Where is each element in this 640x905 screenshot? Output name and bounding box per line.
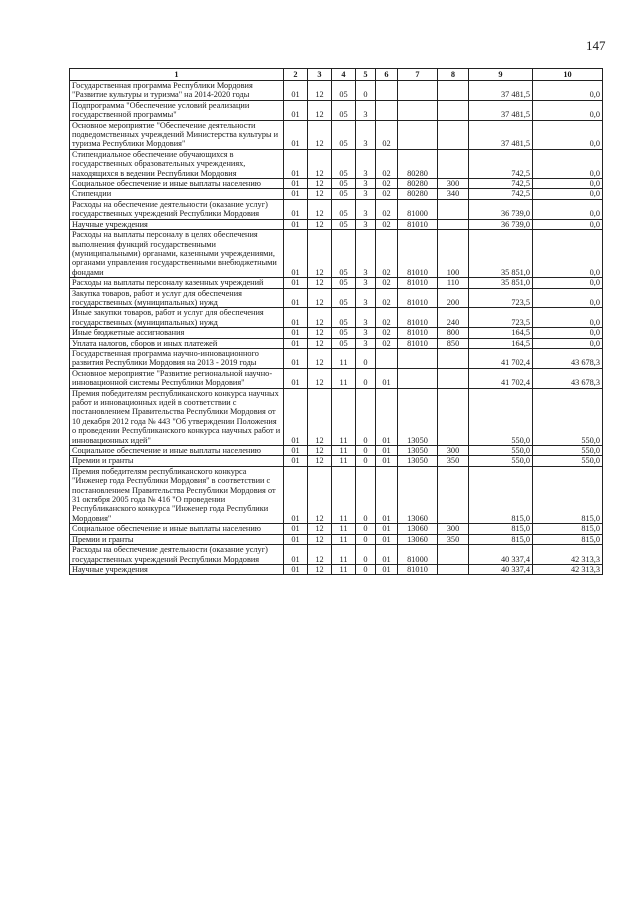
section-code: 12 [308, 456, 332, 466]
amount-2020: 0,0 [533, 81, 603, 101]
section-code: 12 [308, 149, 332, 178]
type-code [438, 348, 469, 368]
budget-table [69, 68, 603, 575]
section-code: 12 [308, 348, 332, 368]
ministry-code: 01 [284, 81, 308, 101]
amount-2020: 0,0 [533, 288, 603, 308]
subsection-code: 11 [332, 564, 356, 574]
table-row [70, 230, 603, 278]
table-row [70, 278, 603, 288]
item-name: Социальное обеспечение и иные выплаты населению [70, 446, 284, 456]
item-name: Расходы на обеспечение деятельности (оказание услуг) государственных учреждений Республики Мордовия [70, 199, 284, 219]
ministry-code: 01 [284, 308, 308, 328]
amount-2019: 815,0 [469, 466, 533, 523]
type-code [438, 100, 469, 120]
type-code [438, 81, 469, 101]
table-row [70, 81, 603, 101]
section-code: 12 [308, 288, 332, 308]
activity-code: 02 [376, 179, 398, 189]
type-code [438, 149, 469, 178]
amount-2020: 42 313,3 [533, 564, 603, 574]
expense-code: 81000 [398, 199, 438, 219]
item-name: Стипендии [70, 189, 284, 199]
subsection-code: 05 [332, 179, 356, 189]
program-code: 0 [356, 348, 376, 368]
type-code [438, 545, 469, 565]
type-code: 300 [438, 446, 469, 456]
amount-2019: 550,0 [469, 456, 533, 466]
type-code: 110 [438, 278, 469, 288]
subsection-code: 05 [332, 120, 356, 149]
program-code: 3 [356, 328, 376, 338]
column-header-2: 2 [284, 69, 308, 81]
column-header-1: 1 [70, 69, 284, 81]
table-row [70, 120, 603, 149]
expense-code [398, 81, 438, 101]
program-code: 3 [356, 149, 376, 178]
amount-2020: 0,0 [533, 179, 603, 189]
amount-2019: 36 739,0 [469, 199, 533, 219]
program-code: 0 [356, 545, 376, 565]
amount-2020: 0,0 [533, 189, 603, 199]
type-code [438, 368, 469, 388]
activity-code: 02 [376, 338, 398, 348]
ministry-code: 01 [284, 230, 308, 278]
amount-2020: 42 313,3 [533, 545, 603, 565]
table-body [70, 81, 603, 575]
table-row [70, 338, 603, 348]
amount-2020: 550,0 [533, 456, 603, 466]
amount-2020: 815,0 [533, 524, 603, 534]
activity-code: 01 [376, 564, 398, 574]
item-name: Основное мероприятие "Развитие региональной научно-инновационной системы Республики Мордовия" [70, 368, 284, 388]
subsection-code: 05 [332, 308, 356, 328]
item-name: Государственная программа Республики Мордовия "Развитие культуры и туризма" на 2014-2020 годы [70, 81, 284, 101]
amount-2020: 0,0 [533, 230, 603, 278]
item-name: Расходы на обеспечение деятельности (оказание услуг) государственных учреждений Республики Мордовия [70, 545, 284, 565]
type-code: 100 [438, 230, 469, 278]
ministry-code: 01 [284, 120, 308, 149]
table-row [70, 388, 603, 445]
program-code: 0 [356, 524, 376, 534]
amount-2020: 550,0 [533, 446, 603, 456]
amount-2019: 550,0 [469, 446, 533, 456]
activity-code: 02 [376, 199, 398, 219]
column-header-3: 3 [308, 69, 332, 81]
ministry-code: 01 [284, 564, 308, 574]
column-header-5: 5 [356, 69, 376, 81]
amount-2019: 815,0 [469, 524, 533, 534]
expense-code: 81010 [398, 564, 438, 574]
subsection-code: 05 [332, 199, 356, 219]
expense-code: 81010 [398, 328, 438, 338]
amount-2020: 550,0 [533, 388, 603, 445]
program-code: 3 [356, 100, 376, 120]
type-code: 300 [438, 524, 469, 534]
activity-code: 02 [376, 328, 398, 338]
column-header-4: 4 [332, 69, 356, 81]
ministry-code: 01 [284, 100, 308, 120]
subsection-code: 05 [332, 189, 356, 199]
subsection-code: 11 [332, 524, 356, 534]
amount-2019: 40 337,4 [469, 545, 533, 565]
amount-2019: 723,5 [469, 288, 533, 308]
page-number: 147 [586, 38, 606, 53]
expense-code: 13050 [398, 388, 438, 445]
expense-code: 80280 [398, 179, 438, 189]
section-code: 12 [308, 446, 332, 456]
ministry-code: 01 [284, 288, 308, 308]
ministry-code: 01 [284, 466, 308, 523]
activity-code: 01 [376, 388, 398, 445]
subsection-code: 11 [332, 545, 356, 565]
program-code: 0 [356, 534, 376, 544]
section-code: 12 [308, 524, 332, 534]
amount-2019: 742,5 [469, 149, 533, 178]
section-code: 12 [308, 81, 332, 101]
activity-code: 02 [376, 278, 398, 288]
subsection-code: 11 [332, 388, 356, 445]
activity-code: 02 [376, 219, 398, 229]
ministry-code: 01 [284, 338, 308, 348]
section-code: 12 [308, 328, 332, 338]
amount-2020: 0,0 [533, 338, 603, 348]
ministry-code: 01 [284, 446, 308, 456]
expense-code: 81000 [398, 545, 438, 565]
table-row [70, 534, 603, 544]
item-name: Иные закупки товаров, работ и услуг для обеспечения государственных (муниципальных) нужд [70, 308, 284, 328]
table-row [70, 524, 603, 534]
item-name: Премии и гранты [70, 534, 284, 544]
ministry-code: 01 [284, 219, 308, 229]
amount-2020: 0,0 [533, 120, 603, 149]
program-code: 0 [356, 446, 376, 456]
subsection-code: 05 [332, 328, 356, 338]
amount-2020: 0,0 [533, 328, 603, 338]
program-code: 0 [356, 456, 376, 466]
table-row [70, 328, 603, 338]
expense-code [398, 348, 438, 368]
table-row [70, 308, 603, 328]
type-code: 850 [438, 338, 469, 348]
item-name: Социальное обеспечение и иные выплаты населению [70, 524, 284, 534]
amount-2019: 742,5 [469, 179, 533, 189]
ministry-code: 01 [284, 534, 308, 544]
program-code: 3 [356, 179, 376, 189]
activity-code: 01 [376, 524, 398, 534]
activity-code: 02 [376, 230, 398, 278]
section-code: 12 [308, 189, 332, 199]
activity-code [376, 100, 398, 120]
table-row [70, 545, 603, 565]
ministry-code: 01 [284, 545, 308, 565]
section-code: 12 [308, 368, 332, 388]
item-name: Премии и гранты [70, 456, 284, 466]
activity-code: 01 [376, 545, 398, 565]
table-row [70, 368, 603, 388]
program-code: 3 [356, 199, 376, 219]
amount-2020: 43 678,3 [533, 348, 603, 368]
amount-2020: 0,0 [533, 219, 603, 229]
expense-code: 80280 [398, 189, 438, 199]
subsection-code: 11 [332, 348, 356, 368]
subsection-code: 05 [332, 149, 356, 178]
item-name: Иные бюджетные ассигнования [70, 328, 284, 338]
amount-2019: 35 851,0 [469, 278, 533, 288]
expense-code: 81010 [398, 230, 438, 278]
item-name: Премия победителям республиканского конкурса "Инженер года Республики Мордовия" в соответствии с постановлением Правительства Республики Мордовия от 31 октября 2005 года № 416 "О проведении Республиканского конкурса "Инженер года Республики Мордовия" [70, 466, 284, 523]
program-code: 3 [356, 120, 376, 149]
subsection-code: 11 [332, 534, 356, 544]
column-header-8: 8 [438, 69, 469, 81]
table-row [70, 219, 603, 229]
table-row [70, 100, 603, 120]
ministry-code: 01 [284, 348, 308, 368]
amount-2020: 43 678,3 [533, 368, 603, 388]
subsection-code: 11 [332, 446, 356, 456]
type-code: 200 [438, 288, 469, 308]
section-code: 12 [308, 120, 332, 149]
table-row [70, 348, 603, 368]
amount-2019: 815,0 [469, 534, 533, 544]
column-header-6: 6 [376, 69, 398, 81]
program-code: 0 [356, 81, 376, 101]
amount-2019: 742,5 [469, 189, 533, 199]
subsection-code: 05 [332, 288, 356, 308]
section-code: 12 [308, 219, 332, 229]
expense-code: 81010 [398, 338, 438, 348]
table-row [70, 564, 603, 574]
subsection-code: 05 [332, 81, 356, 101]
expense-code: 13050 [398, 456, 438, 466]
subsection-code: 11 [332, 466, 356, 523]
expense-code: 80280 [398, 149, 438, 178]
section-code: 12 [308, 564, 332, 574]
section-code: 12 [308, 338, 332, 348]
program-code: 0 [356, 368, 376, 388]
ministry-code: 01 [284, 328, 308, 338]
type-code [438, 199, 469, 219]
subsection-code: 05 [332, 100, 356, 120]
type-code: 350 [438, 456, 469, 466]
table-row [70, 466, 603, 523]
ministry-code: 01 [284, 149, 308, 178]
program-code: 3 [356, 219, 376, 229]
amount-2020: 815,0 [533, 466, 603, 523]
amount-2020: 0,0 [533, 278, 603, 288]
section-code: 12 [308, 388, 332, 445]
section-code: 12 [308, 534, 332, 544]
item-name: Расходы на выплаты персоналу в целях обеспечения выполнения функций государственными (муниципальными) органами, казенными учреждениями, органами управления государственными внебюджетными фондами [70, 230, 284, 278]
table-row [70, 456, 603, 466]
amount-2019: 550,0 [469, 388, 533, 445]
ministry-code: 01 [284, 388, 308, 445]
table-row [70, 199, 603, 219]
ministry-code: 01 [284, 456, 308, 466]
amount-2019: 41 702,4 [469, 348, 533, 368]
activity-code: 02 [376, 149, 398, 178]
item-name: Расходы на выплаты персоналу казенных учреждений [70, 278, 284, 288]
item-name: Подпрограмма "Обеспечение условий реализации государственной программы" [70, 100, 284, 120]
type-code: 350 [438, 534, 469, 544]
program-code: 3 [356, 338, 376, 348]
type-code [438, 219, 469, 229]
table-row [70, 189, 603, 199]
type-code [438, 564, 469, 574]
item-name: Уплата налогов, сборов и иных платежей [70, 338, 284, 348]
program-code: 3 [356, 308, 376, 328]
expense-code: 13060 [398, 534, 438, 544]
amount-2020: 0,0 [533, 308, 603, 328]
amount-2019: 37 481,5 [469, 100, 533, 120]
type-code [438, 120, 469, 149]
amount-2020: 0,0 [533, 100, 603, 120]
expense-code: 81010 [398, 308, 438, 328]
activity-code: 02 [376, 189, 398, 199]
item-name: Научные учреждения [70, 564, 284, 574]
item-name: Премия победителям республиканского конкурса научных работ и инновационных идей в соответствии с постановлением Правительства Республики Мордовия от 10 декабря 2012 года № 443 "Об утверждении Положения о проведении Республиканского конкурса научных работ и инновационных идей" [70, 388, 284, 445]
activity-code: 01 [376, 534, 398, 544]
amount-2019: 35 851,0 [469, 230, 533, 278]
expense-code: 81010 [398, 219, 438, 229]
item-name: Основное мероприятие "Обеспечение деятельности подведомственных учреждений Министерства культуры и туризма Республики Мордовия" [70, 120, 284, 149]
item-name: Государственная программа научно-инновационного развития Республики Мордовия на 2013 - 2019 годы [70, 348, 284, 368]
column-header-9: 9 [469, 69, 533, 81]
amount-2020: 0,0 [533, 149, 603, 178]
table-header-row [70, 69, 603, 81]
amount-2020: 815,0 [533, 534, 603, 544]
activity-code [376, 348, 398, 368]
activity-code: 01 [376, 456, 398, 466]
activity-code: 01 [376, 446, 398, 456]
program-code: 3 [356, 189, 376, 199]
expense-code: 81010 [398, 288, 438, 308]
section-code: 12 [308, 179, 332, 189]
program-code: 0 [356, 466, 376, 523]
program-code: 3 [356, 230, 376, 278]
section-code: 12 [308, 230, 332, 278]
ministry-code: 01 [284, 278, 308, 288]
amount-2019: 37 481,5 [469, 81, 533, 101]
item-name: Социальное обеспечение и иные выплаты населению [70, 179, 284, 189]
type-code: 300 [438, 179, 469, 189]
type-code: 340 [438, 189, 469, 199]
section-code: 12 [308, 100, 332, 120]
expense-code: 13060 [398, 466, 438, 523]
subsection-code: 05 [332, 278, 356, 288]
activity-code: 02 [376, 308, 398, 328]
section-code: 12 [308, 278, 332, 288]
table-row [70, 179, 603, 189]
item-name: Научные учреждения [70, 219, 284, 229]
ministry-code: 01 [284, 368, 308, 388]
program-code: 0 [356, 388, 376, 445]
table-row [70, 288, 603, 308]
expense-code: 13050 [398, 446, 438, 456]
subsection-code: 05 [332, 230, 356, 278]
expense-code [398, 120, 438, 149]
activity-code: 01 [376, 466, 398, 523]
item-name: Стипендиальное обеспечение обучающихся в государственных образовательных учреждениях, находящихся в ведении Республики Мордовия [70, 149, 284, 178]
expense-code: 13060 [398, 524, 438, 534]
section-code: 12 [308, 308, 332, 328]
ministry-code: 01 [284, 179, 308, 189]
amount-2019: 41 702,4 [469, 368, 533, 388]
ministry-code: 01 [284, 524, 308, 534]
activity-code: 02 [376, 120, 398, 149]
activity-code: 02 [376, 288, 398, 308]
subsection-code: 05 [332, 338, 356, 348]
item-name: Закупка товаров, работ и услуг для обеспечения государственных (муниципальных) нужд [70, 288, 284, 308]
type-code [438, 388, 469, 445]
expense-code [398, 100, 438, 120]
activity-code [376, 81, 398, 101]
type-code: 240 [438, 308, 469, 328]
program-code: 0 [356, 564, 376, 574]
column-header-10: 10 [533, 69, 603, 81]
subsection-code: 11 [332, 456, 356, 466]
table-row [70, 149, 603, 178]
section-code: 12 [308, 199, 332, 219]
table-row [70, 446, 603, 456]
amount-2019: 37 481,5 [469, 120, 533, 149]
amount-2019: 40 337,4 [469, 564, 533, 574]
amount-2019: 164,5 [469, 328, 533, 338]
program-code: 3 [356, 288, 376, 308]
section-code: 12 [308, 545, 332, 565]
activity-code: 01 [376, 368, 398, 388]
section-code: 12 [308, 466, 332, 523]
amount-2019: 723,5 [469, 308, 533, 328]
expense-code: 81010 [398, 278, 438, 288]
amount-2019: 36 739,0 [469, 219, 533, 229]
subsection-code: 11 [332, 368, 356, 388]
expense-code [398, 368, 438, 388]
type-code: 800 [438, 328, 469, 338]
program-code: 3 [356, 278, 376, 288]
subsection-code: 05 [332, 219, 356, 229]
amount-2019: 164,5 [469, 338, 533, 348]
ministry-code: 01 [284, 199, 308, 219]
ministry-code: 01 [284, 189, 308, 199]
column-header-7: 7 [398, 69, 438, 81]
amount-2020: 0,0 [533, 199, 603, 219]
type-code [438, 466, 469, 523]
